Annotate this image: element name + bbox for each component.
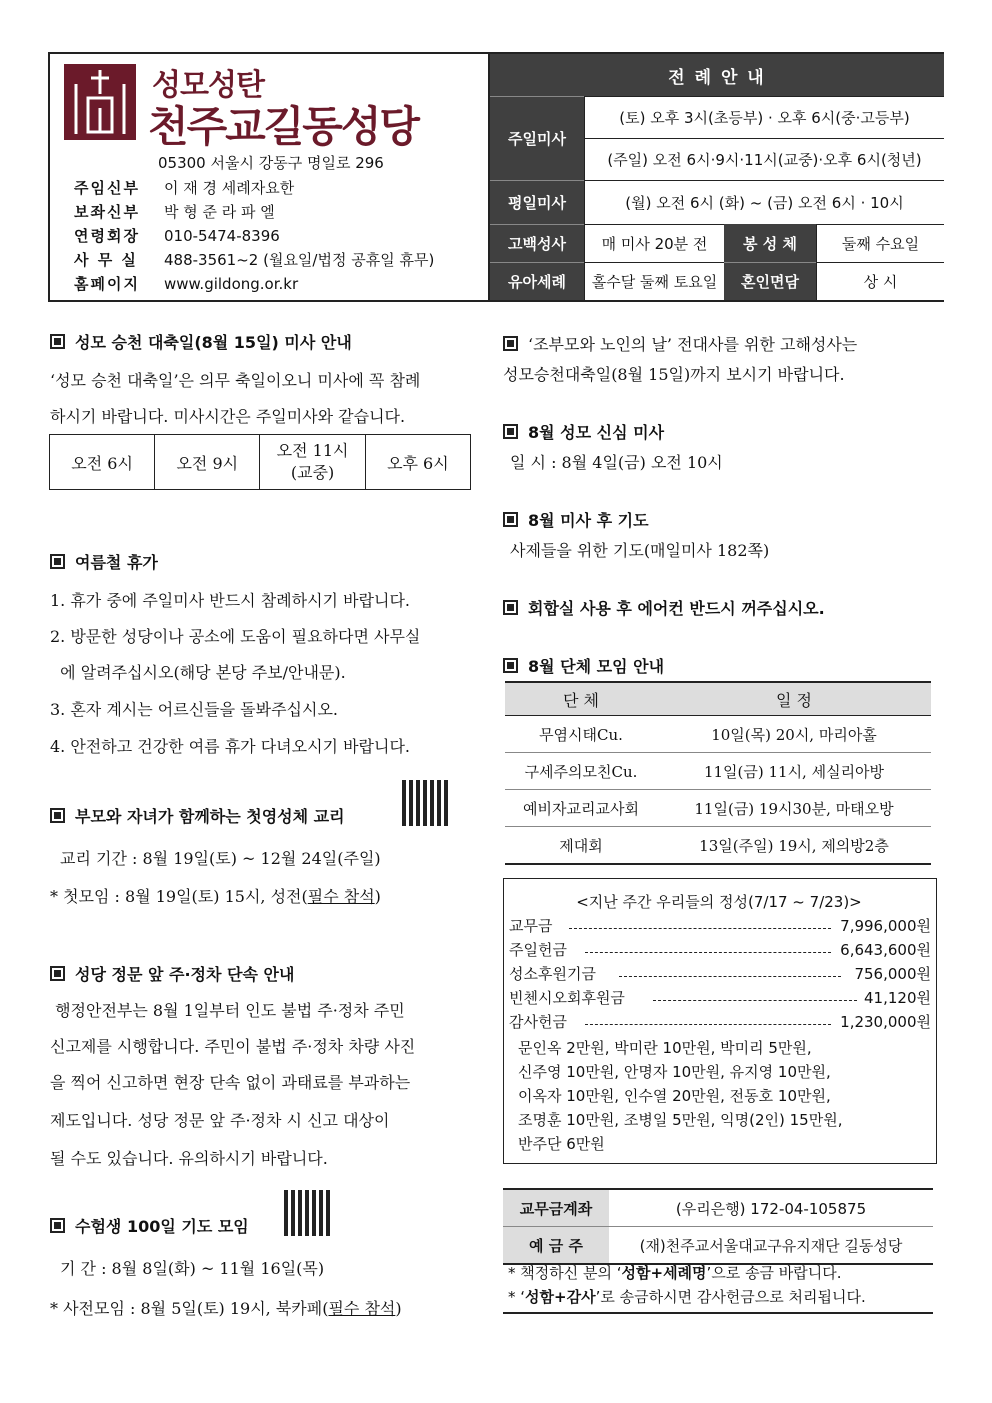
infant-time: 홀수달 둘째 토요일 xyxy=(584,262,724,300)
group-schedule-table xyxy=(505,681,931,865)
mass-time-cell: 오전 9시 xyxy=(155,435,260,490)
donor-line: 이옥자 10만원, 인수열 20만원, 전동호 10만원, xyxy=(518,1087,831,1105)
s2-line: 2. 방문한 성당이나 공소에 도움이 필요하다면 사무실 xyxy=(50,627,421,646)
holder-value: (재)천주교서울대교구유지재단 길동성당 xyxy=(639,1236,903,1255)
s5-heading: 수험생 100일 기도 모임 xyxy=(50,1214,249,1237)
donor-line: 문인옥 2만원, 박미란 10만원, 박미리 5만원, xyxy=(518,1039,812,1057)
logo-line1: 성모성탄 xyxy=(152,68,264,103)
s3-heading: 부모와 자녀가 함께하는 첫영성체 교리 xyxy=(50,804,345,827)
mass-time-cell: 오전 11시 (교중) xyxy=(260,435,365,490)
square-bullet-icon xyxy=(50,1218,65,1233)
sunday-saturday: (토) 오후 3시(초등부) · 오후 6시(중·고등부) xyxy=(584,96,944,138)
marriage-time: 상 시 xyxy=(816,262,944,300)
parish-info xyxy=(50,54,488,300)
r3-line1: 사제들을 위한 기도(매일미사 182쪽) xyxy=(510,541,770,560)
s4-heading: 성당 정문 앞 주·정차 단속 안내 xyxy=(50,962,294,985)
sunday-label: 주일미사 xyxy=(490,96,584,180)
ritual-title: 전 례 안 내 xyxy=(490,54,944,96)
bulletin-header xyxy=(48,52,944,302)
square-bullet-icon xyxy=(50,554,65,569)
donor-line: 신주영 10만원, 안명자 10만원, 유지영 10만원, xyxy=(518,1063,831,1081)
divider xyxy=(503,1312,933,1314)
confession-label: 고백성사 xyxy=(490,224,584,262)
service-time: 둘째 수요일 xyxy=(816,224,944,262)
s3-line2: * 첫모임 : 8월 19일(토) 15시, 성전(필수 참석) xyxy=(50,887,381,906)
square-bullet-icon xyxy=(50,334,65,349)
square-bullet-icon xyxy=(503,424,518,439)
qr-code-icon[interactable] xyxy=(402,780,448,826)
s4-line: 될 수도 있습니다. 유의하시기 바랍니다. xyxy=(50,1149,328,1168)
offering-box xyxy=(503,878,937,1164)
account-value: (우리은행) 172-04-105875 xyxy=(675,1199,867,1218)
offering-row: 빈첸시오회후원금 41,120원 xyxy=(509,989,931,1007)
logo-line2: 천주교길동성당 xyxy=(148,102,419,151)
s3-line1: 교리 기간 : 8월 19일(토) ~ 12월 24일(주일) xyxy=(60,849,381,868)
table-row: 무염시태Cu. 10일(목) 20시, 마리아홀 xyxy=(505,716,931,753)
s4-line: 신고제를 시행합니다. 주민이 불법 주·정차 차량 사진 xyxy=(50,1037,416,1056)
r1-heading: ‘조부모와 노인의 날’ 전대사를 위한 고해성사는 xyxy=(503,332,857,355)
r2-line1: 일 시 : 8월 4일(금) 오전 10시 xyxy=(510,453,723,472)
s4-line: 을 찍어 신고하면 현장 단속 없이 과태료를 부과하는 xyxy=(50,1073,411,1092)
r4-heading: 회합실 사용 후 에어컨 반드시 꺼주십시오. xyxy=(503,596,825,619)
info-funeral: 연령회장 010-5474-8396 xyxy=(74,227,280,245)
confession-time: 매 미사 20분 전 xyxy=(584,224,724,262)
r3-heading: 8월 미사 후 기도 xyxy=(503,508,649,531)
s2-line: 4. 안전하고 건강한 여름 휴가 다녀오시기 바랍니다. xyxy=(50,737,410,756)
weekday-label: 평일미사 xyxy=(490,180,584,224)
info-assistant: 보좌신부 박 형 준 라 파 엘 xyxy=(74,203,275,221)
table-row: 구세주의모친Cu. 11일(금) 11시, 세실리아방 xyxy=(505,753,931,790)
s2-line: 1. 휴가 중에 주일미사 반드시 참례하시기 바랍니다. xyxy=(50,591,410,610)
account-label: 교무금계좌 xyxy=(503,1189,609,1227)
account-table xyxy=(503,1188,933,1265)
infant-label: 유아세례 xyxy=(490,262,584,300)
group-col-header: 단 체 xyxy=(505,682,657,716)
mass-time-cell: 오후 6시 xyxy=(365,435,470,490)
info-office: 사 무 실 488-3561~2 (월요일/법정 공휴일 휴무) xyxy=(74,251,435,269)
s1-line2: 하시기 바랍니다. 미사시간은 주일미사와 같습니다. xyxy=(50,407,406,426)
holder-label: 예 금 주 xyxy=(503,1227,609,1265)
s1-heading: 성모 승천 대축일(8월 15일) 미사 안내 xyxy=(50,330,352,353)
square-bullet-icon xyxy=(503,600,518,615)
schedule-col-header: 일 정 xyxy=(657,682,931,716)
s2-line: 에 알려주십시오(해당 본당 주보/안내문). xyxy=(50,663,346,682)
s2-line: 3. 혼자 계시는 어르신들을 돌봐주십시오. xyxy=(50,700,338,719)
offering-row: 교무금 7,996,000원 xyxy=(509,917,931,935)
s5-line1: 기 간 : 8월 8일(화) ~ 11월 16일(목) xyxy=(60,1259,325,1278)
sunday-sunday: (주일) 오전 6시·9시·11시(교중)·오후 6시(청년) xyxy=(584,138,944,180)
table-row: 제대회 13일(주일) 19시, 제의방2층 xyxy=(505,827,931,865)
address: 05300 서울시 강동구 명일로 296 xyxy=(158,154,384,172)
s5-line2: * 사전모임 : 8월 5일(토) 19시, 북카페(필수 참석) xyxy=(50,1299,402,1318)
offering-row: 감사헌금 1,230,000원 xyxy=(509,1013,931,1031)
table-row: 예비자교리교사회 11일(금) 19시30분, 마태오방 xyxy=(505,790,931,827)
square-bullet-icon xyxy=(503,658,518,673)
qr-code-icon[interactable] xyxy=(284,1190,330,1236)
s4-line: 행정안전부는 8월 1일부터 인도 불법 주·정차 주민 xyxy=(50,1001,405,1020)
offering-title: <지난 주간 우리들의 정성(7/17 ~ 7/23)> xyxy=(576,893,862,911)
donor-line: 반주단 6만원 xyxy=(518,1135,605,1153)
ritual-guide xyxy=(488,54,944,300)
square-bullet-icon xyxy=(503,512,518,527)
square-bullet-icon xyxy=(503,336,518,351)
s2-heading: 여름철 휴가 xyxy=(50,550,158,573)
s1-line1: ‘성모 승천 대축일’은 의무 축일이오니 미사에 꼭 참례 xyxy=(50,371,421,390)
church-logo-icon xyxy=(64,64,136,140)
mass-times-table xyxy=(49,434,471,490)
note-2: * ‘성함+감사’로 송금하시면 감사헌금으로 처리됩니다. xyxy=(508,1288,866,1306)
offering-row: 성소후원기금 756,000원 xyxy=(509,965,931,983)
square-bullet-icon xyxy=(50,808,65,823)
square-bullet-icon xyxy=(50,966,65,981)
s4-line: 제도입니다. 성당 정문 앞 주·정차 시 신고 대상이 xyxy=(50,1111,390,1130)
mass-time-cell: 오전 6시 xyxy=(50,435,155,490)
offering-row: 주일헌금 6,643,600원 xyxy=(509,941,931,959)
service-label: 봉 성 체 xyxy=(724,224,816,262)
info-homepage: 홈페이지 www.gildong.or.kr xyxy=(74,275,299,293)
r1-line2: 성모승천대축일(8월 15일)까지 보시기 바랍니다. xyxy=(503,365,845,384)
r2-heading: 8월 성모 신심 미사 xyxy=(503,420,664,443)
marriage-label: 혼인면담 xyxy=(724,262,816,300)
note-1: * 책정하신 분의 ‘성함+세례명’으로 송금 바랍니다. xyxy=(508,1264,842,1282)
r5-heading: 8월 단체 모임 안내 xyxy=(503,654,664,677)
donor-line: 조명훈 10만원, 조병일 5만원, 익명(2인) 15만원, xyxy=(518,1111,843,1129)
weekday-times: (월) 오전 6시 (화) ~ (금) 오전 6시 · 10시 xyxy=(584,180,944,224)
info-pastor: 주임신부 이 재 경 세례자요한 xyxy=(74,179,295,197)
